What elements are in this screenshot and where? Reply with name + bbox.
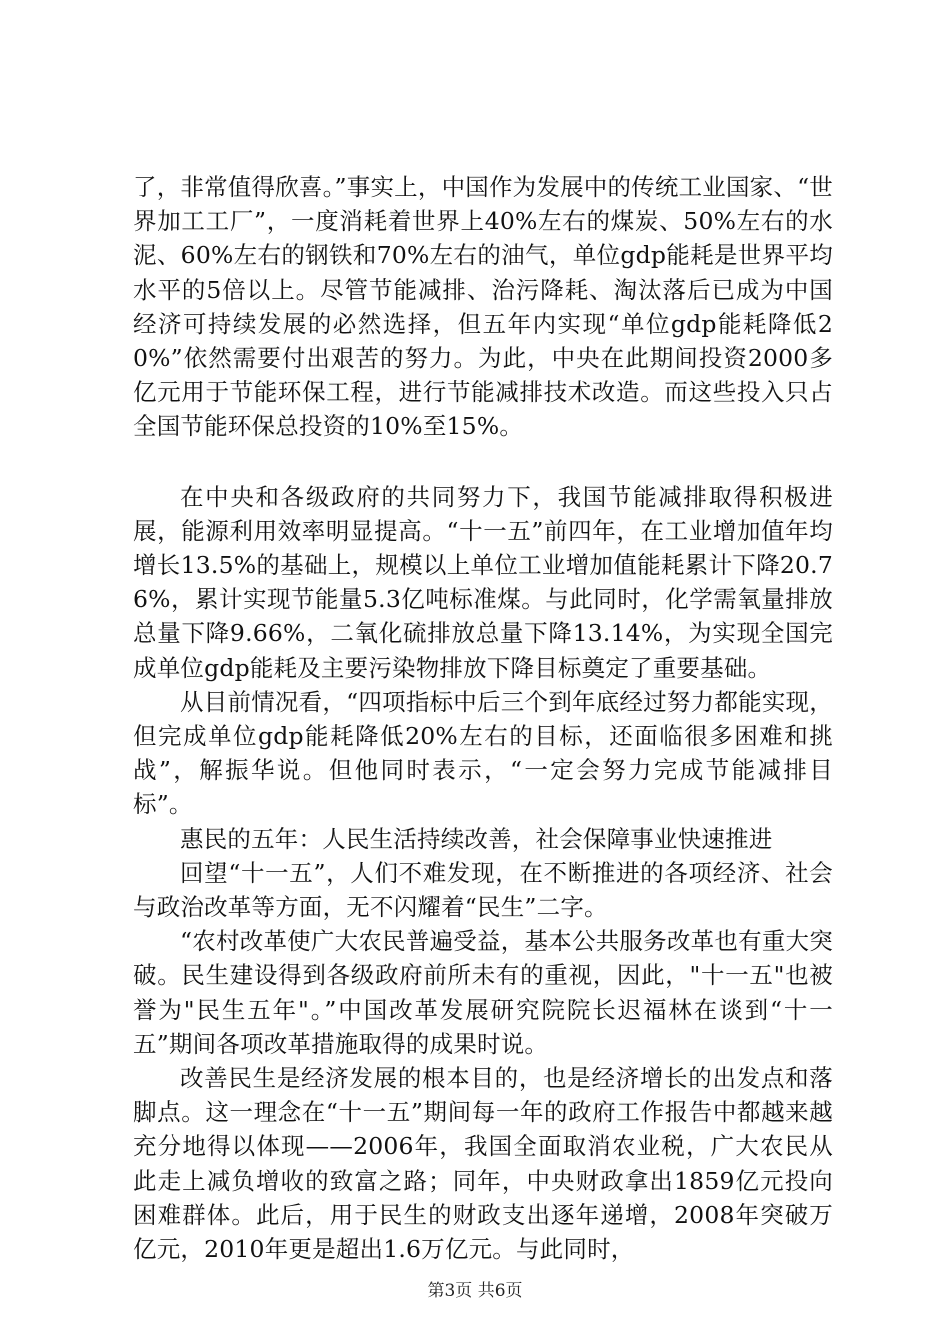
paragraph-improving-livelihood: 改善民生是经济发展的根本目的，也是经济增长的出发点和落脚点。这一理念在“十一五”期间每一年的政府工作报告中都越来越充分地得以体现——2006年，我国全面取消农业税，广大农民从此走上减负增收的致富之路；同年，中央财政拿出1859亿元投向困难群体。此后，用于民生的财政支出逐年递增，2008年突破万亿元，2010年更是超出1.6万亿元。与此同时， bbox=[133, 1064, 833, 1264]
paragraph-energy-consumption: 了，非常值得欣喜。”事实上，中国作为发展中的传统工业国家、“世界加工工厂”，一度消耗着世界上40%左右的煤炭、50%左右的水泥、60%左右的钢铁和70%左右的油气，单位gdp能耗是世界平均水平的5倍以上。尽管节能减排、治污降耗、淘汰落后已成为中国经济可持续发展的必然选择，但五年内实现“单位gdp能耗降低20%”依然需要付出艰苦的努力。为此，中央在此期间投资2000多亿元用于节能环保工程，进行节能减排技术改造。而这些投入只占全国节能环保总投资的10%至15%。 bbox=[133, 173, 833, 441]
section-heading-livelihood: 惠民的五年：人民生活持续改善，社会保障事业快速推进 bbox=[180, 824, 773, 853]
paragraph-livelihood-review: 回望“十一五”，人们不难发现，在不断推进的各项经济、社会与政治改革等方面，无不闪耀着“民生”二字。 bbox=[133, 858, 833, 922]
paragraph-energy-progress: 在中央和各级政府的共同努力下，我国节能减排取得积极进展，能源利用效率明显提高。“十一五”前四年，在工业增加值年均增长13.5%的基础上，规模以上单位工业增加值能耗累计下降20.76%，累计实现节能量5.3亿吨标准煤。与此同时，化学需氧量排放总量下降9.66%，二氧化硫排放总量下降13.14%，为实现全国完成单位gdp能耗及主要污染物排放下降目标奠定了重要基础。 bbox=[133, 482, 833, 682]
document-body bbox=[133, 170, 833, 1266]
paragraph-gap bbox=[133, 444, 833, 480]
paragraph-rural-reform-quote: “农村改革使广大农民普遍受益，基本公共服务改革也有重大突破。民生建设得到各级政府前所未有的重视，因此，"十一五"也被誉为"民生五年"。”中国改革发展研究院院长迟福林在谈到“十一五”期间各项改革措施取得的成果时说。 bbox=[133, 927, 833, 1058]
page-footer: 第3页 共6页 bbox=[427, 1281, 523, 1301]
paragraph-targets-outlook: 从目前情况看，“四项指标中后三个到年底经过努力都能实现，但完成单位gdp能耗降低20%左右的目标，还面临很多困难和挑战”，解振华说。但他同时表示，“一定会努力完成节能减排目标”。 bbox=[133, 687, 833, 819]
